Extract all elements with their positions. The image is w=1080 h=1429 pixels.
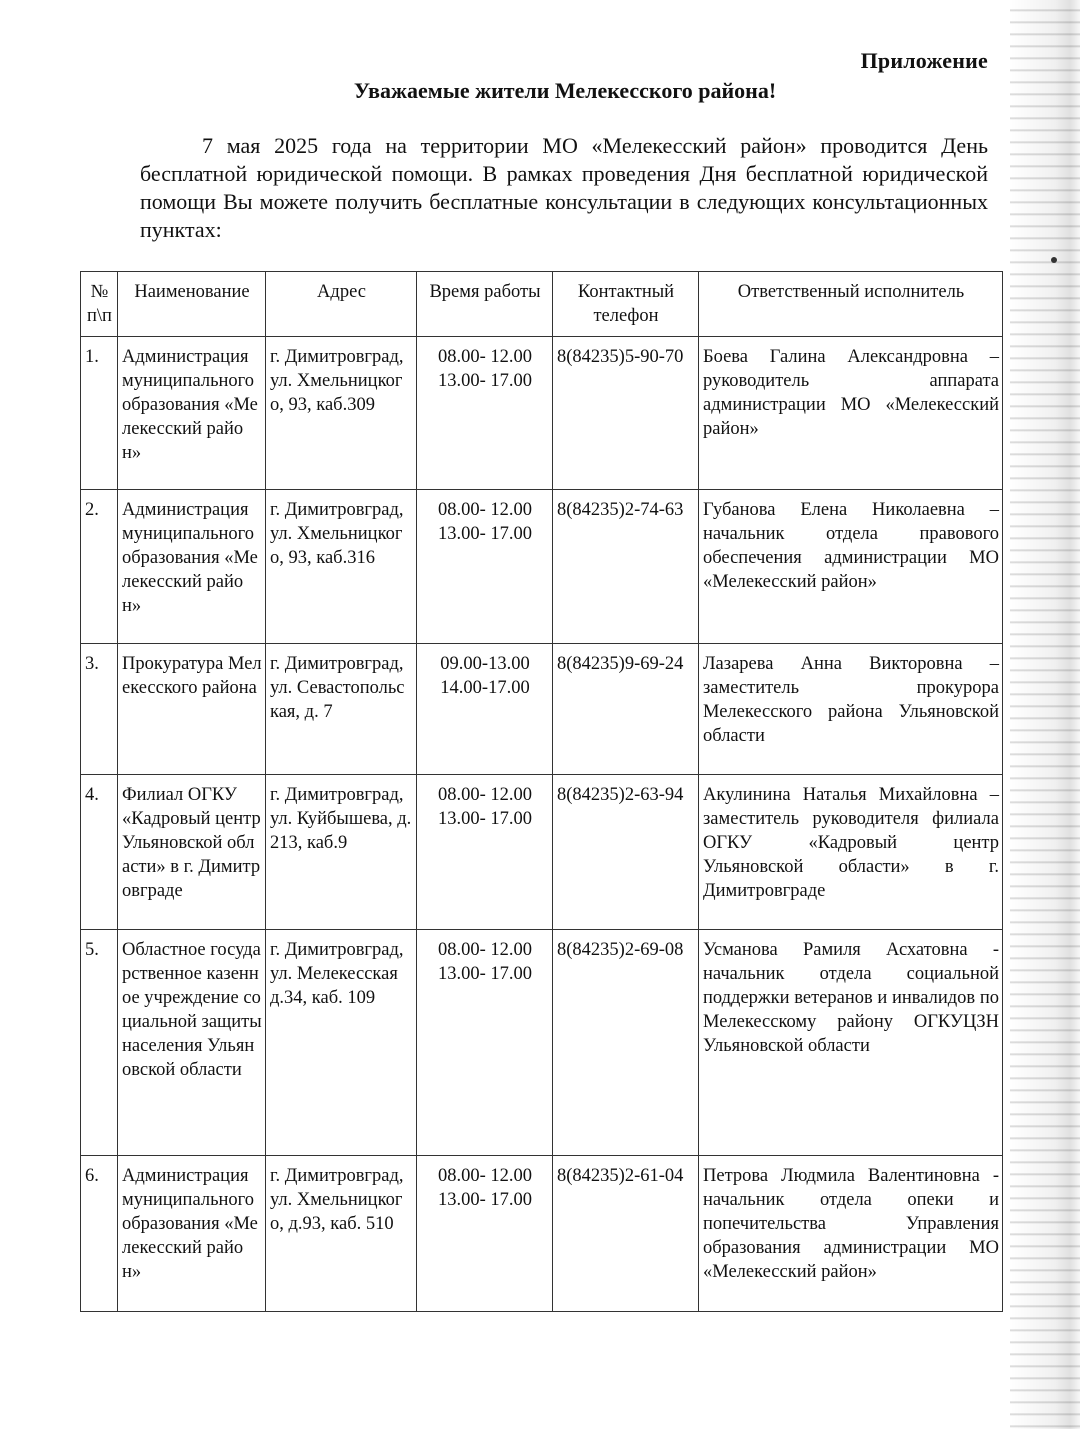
header-hours: Время работы (417, 272, 553, 337)
page-heading: Уважаемые жители Мелекесского района! (353, 78, 777, 103)
row-phone: 8(84235)2-74-63 (553, 490, 699, 644)
row-address: г. Димитровград, ул. Хмельницкого, д.93, каб. 510 (266, 1156, 417, 1312)
row-phone: 8(84235)2-61-04 (553, 1156, 699, 1312)
row-responsible: Боева Галина Александровна – руководитель аппарата администрации МО «Мелекесский район» (699, 337, 1003, 490)
row-phone: 8(84235)2-69-08 (553, 930, 699, 1156)
row-hours: 08.00- 12.00 13.00- 17.00 (417, 490, 553, 644)
row-phone: 8(84235)9-69-24 (553, 644, 699, 775)
row-phone: 8(84235)2-63-94 (553, 775, 699, 930)
row-name: Администрация муниципального образования «Мелекесский район» (118, 1156, 266, 1312)
row-address: г. Димитровград, ул. Хмельницкого, 93, каб.309 (266, 337, 417, 490)
table-row (81, 644, 1003, 775)
row-hours: 09.00-13.00 14.00-17.00 (417, 644, 553, 775)
row-hours: 08.00- 12.00 13.00- 17.00 (417, 775, 553, 930)
row-name: Администрация муниципального образования «Мелекесский район» (118, 337, 266, 490)
row-number: 2. (81, 490, 118, 644)
consultation-points-table (80, 271, 1003, 1312)
intro-paragraph: 7 мая 2025 года на территории МО «Мелекесский район» проводится День бесплатной юридической помощи. В рамках проведения Дня бесплатной юридической помощи Вы можете получить бесплатные консультации в следующих консультационных пунктах: (140, 133, 988, 242)
row-name: Прокуратура Мелекесского района (118, 644, 266, 775)
scan-dot-artifact (1051, 257, 1057, 263)
row-address: г. Димитровград, ул. Хмельницкого, 93, каб.316 (266, 490, 417, 644)
row-number: 5. (81, 930, 118, 1156)
row-address: г. Димитровград, ул. Севастопольская, д. 7 (266, 644, 417, 775)
header-responsible: Ответственный исполнитель (699, 272, 1003, 337)
header-address: Адрес (266, 272, 417, 337)
table-row (81, 930, 1003, 1156)
row-responsible: Акулинина Наталья Михайловна – заместитель руководителя филиала ОГКУ «Кадровый центр Ульяновской области» в г. Димитровграде (699, 775, 1003, 930)
row-name: Филиал ОГКУ «Кадровый центр Ульяновской области» в г. Димитровграде (118, 775, 266, 930)
row-name: Администрация муниципального образования «Мелекесский район» (118, 490, 266, 644)
row-address: г. Димитровград, ул. Мелекесская д.34, каб. 109 (266, 930, 417, 1156)
row-responsible: Губанова Елена Николаевна – начальник отдела правового обеспечения администрации МО «Мелекесский район» (699, 490, 1003, 644)
header-name: Наименование (118, 272, 266, 337)
table-header-row (81, 272, 1003, 337)
table-row (81, 1156, 1003, 1312)
row-number: 1. (81, 337, 118, 490)
row-name: Областное государственное казенное учреждение социальной защиты населения Ульяновской области (118, 930, 266, 1156)
row-phone: 8(84235)5-90-70 (553, 337, 699, 490)
row-responsible: Усманова Рамиля Асхатовна - начальник отдела социальной поддержки ветеранов и инвалидов по Мелекесскому району ОГКУЦЗН Ульяновской области (699, 930, 1003, 1156)
row-number: 4. (81, 775, 118, 930)
row-responsible: Петрова Людмила Валентиновна - начальник отдела опеки и попечительства Управления образования администрации МО «Мелекесский район» (699, 1156, 1003, 1312)
row-number: 6. (81, 1156, 118, 1312)
row-hours: 08.00- 12.00 13.00- 17.00 (417, 1156, 553, 1312)
appendix-label: Приложение (860, 48, 988, 73)
row-hours: 08.00- 12.00 13.00- 17.00 (417, 337, 553, 490)
row-number: 3. (81, 644, 118, 775)
header-number: № п\п (81, 272, 118, 337)
header-phone: Контактный телефон (553, 272, 699, 337)
table-row (81, 775, 1003, 930)
scan-edge-artifact (1010, 0, 1080, 1429)
row-responsible: Лазарева Анна Викторовна – заместитель прокурора Мелекесского района Ульяновской области (699, 644, 1003, 775)
table-row (81, 337, 1003, 490)
row-hours: 08.00- 12.00 13.00- 17.00 (417, 930, 553, 1156)
row-address: г. Димитровград, ул. Куйбышева, д.213, каб.9 (266, 775, 417, 930)
table-row (81, 490, 1003, 644)
